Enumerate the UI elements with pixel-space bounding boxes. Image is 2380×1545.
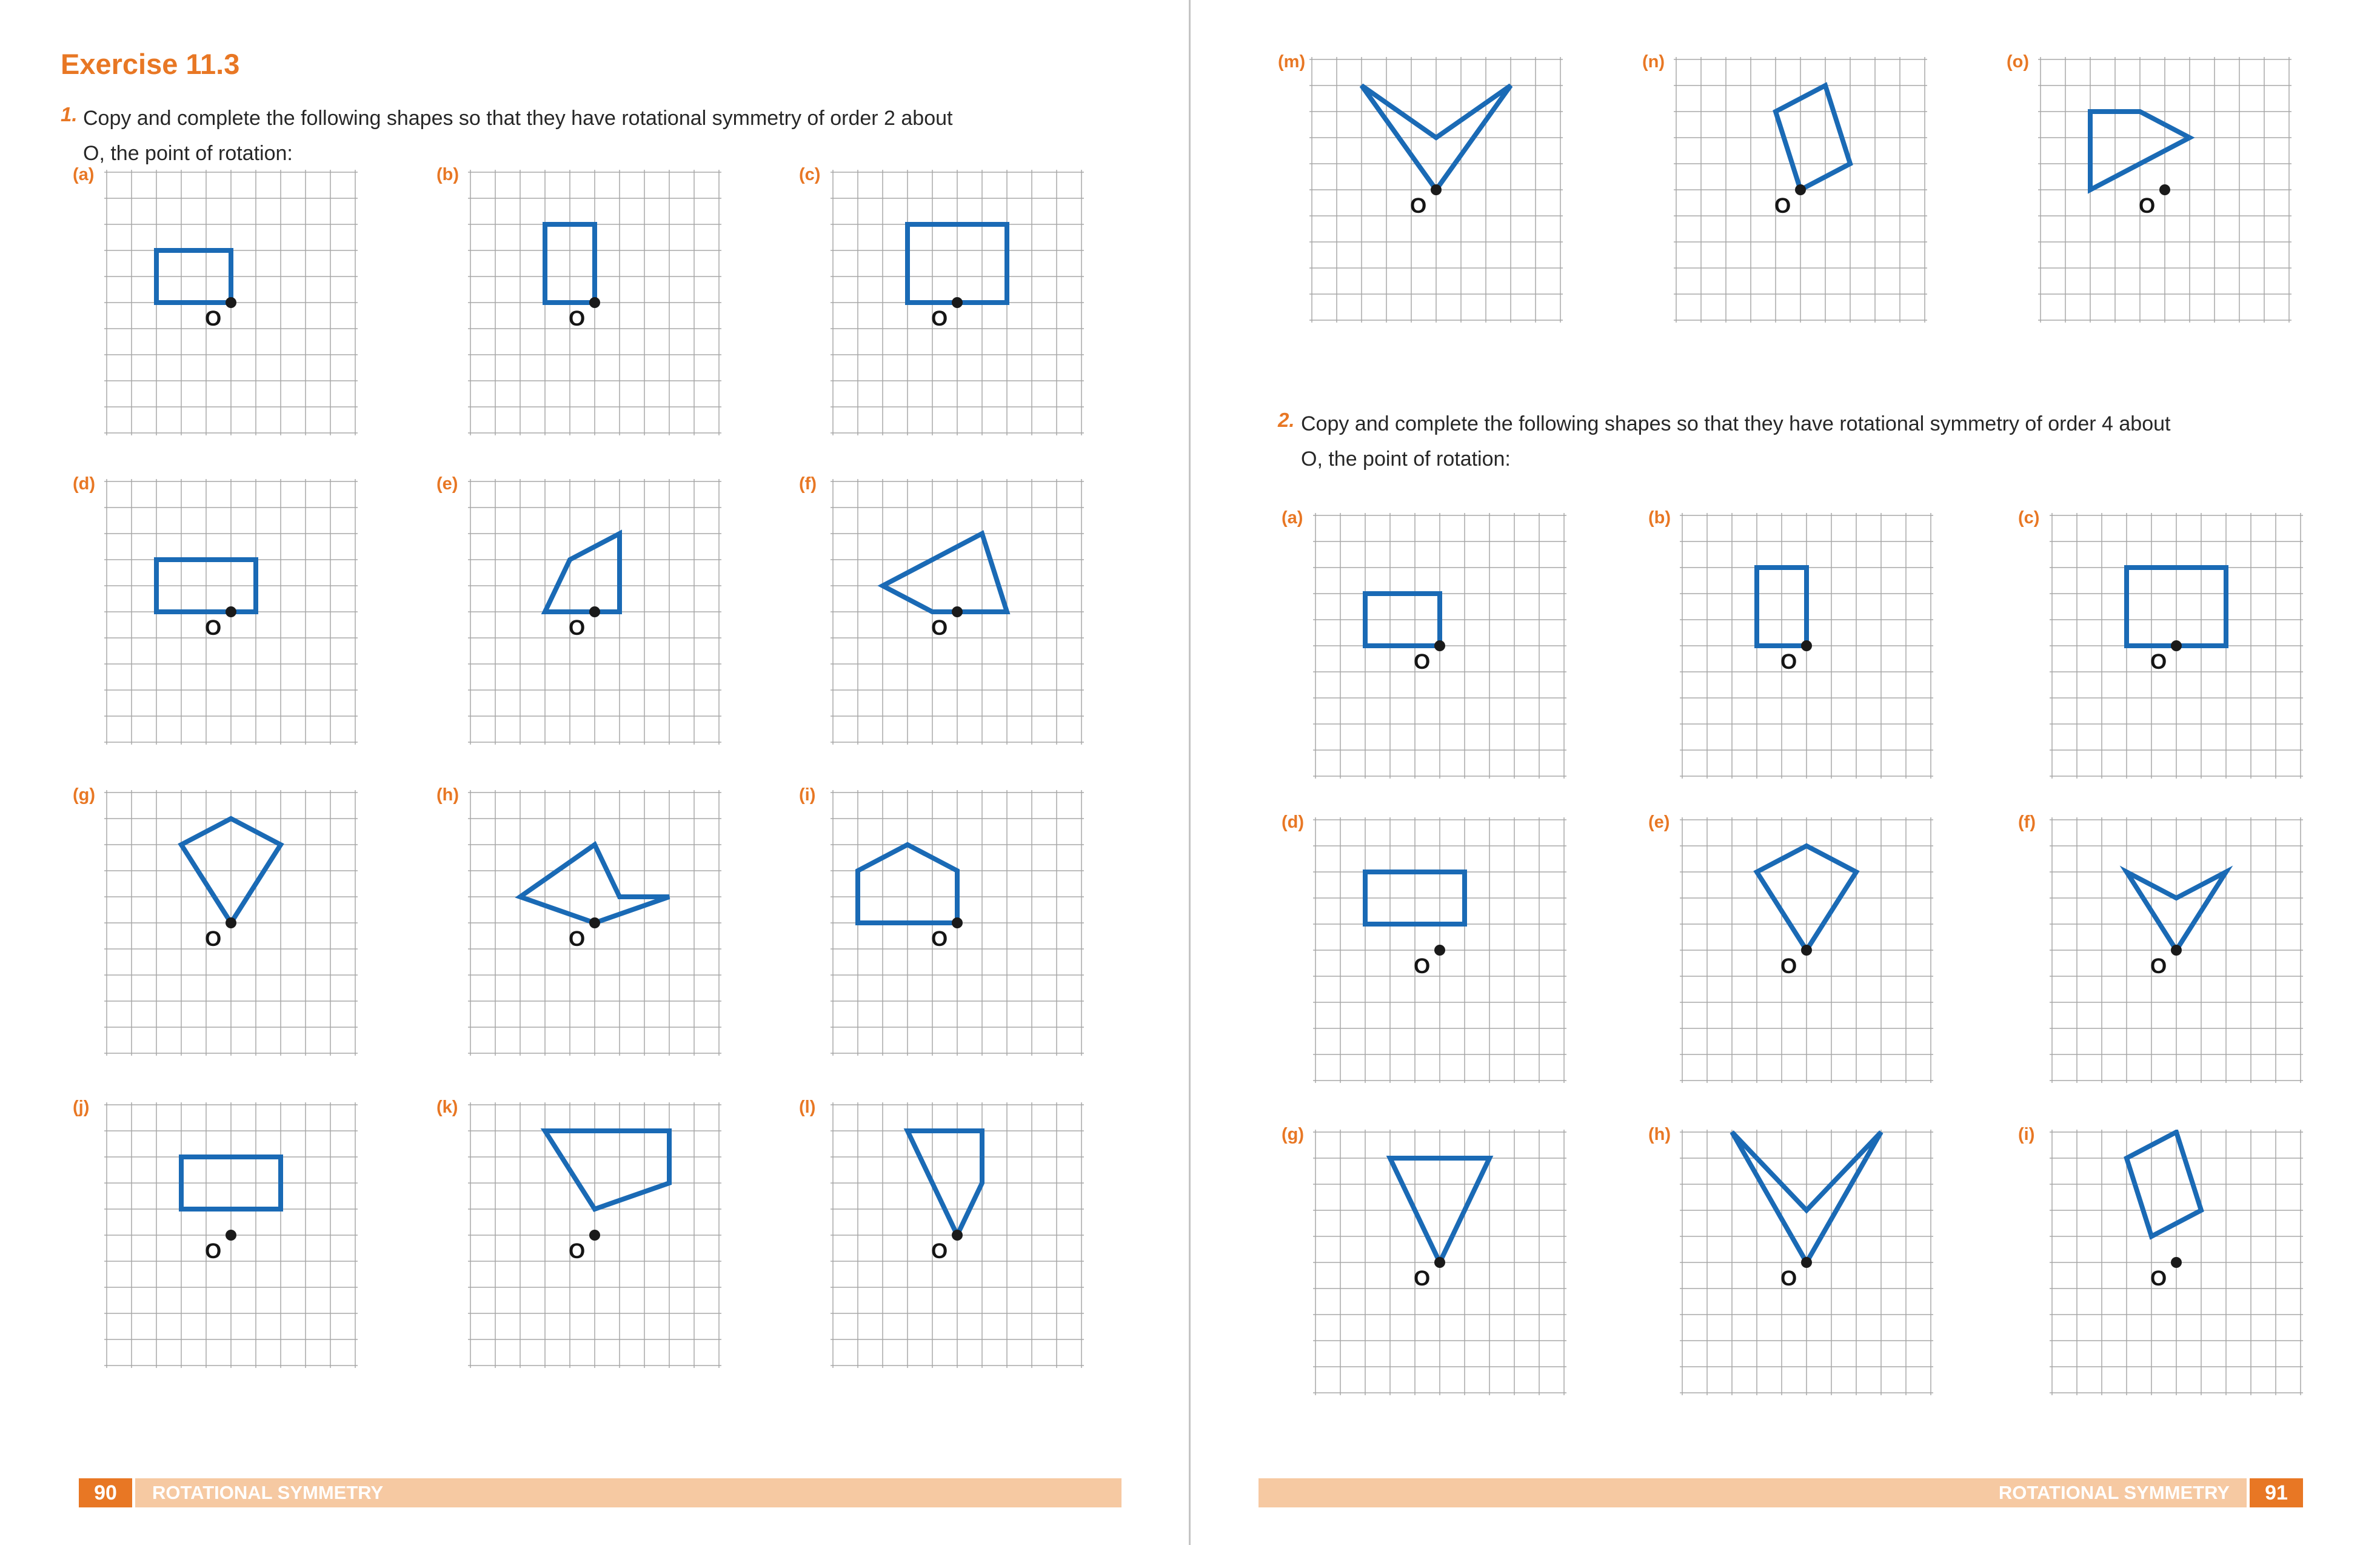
grid-q2-d (1282, 813, 1566, 1083)
grid-q1-a-squared-grid (104, 170, 358, 435)
exercise-title: Exercise 11.3 (61, 48, 240, 80)
grid-q1-m-squared-grid (1309, 57, 1563, 323)
question-1-text (83, 101, 952, 171)
grid-q1-k (436, 1098, 721, 1368)
grid-q2-b-label: (b) (1648, 508, 1671, 528)
grid-q1-h-squared-grid (468, 790, 721, 1056)
grid-q1-n-label: (n) (1642, 52, 1665, 72)
grid-q1-b-rotation-point-label: O (569, 307, 586, 330)
grid-q1-a-label: (a) (73, 165, 95, 184)
grid-q1-l (799, 1098, 1084, 1368)
grid-q2-i-rotation-point-dot (2171, 1257, 2182, 1268)
grid-q1-k-shape-polygon (545, 1131, 669, 1209)
question-1-number: 1. (61, 103, 78, 126)
grid-q2-c (2018, 508, 2303, 779)
grid-q1-o-rotation-point-dot (2159, 184, 2170, 195)
grid-q2-d-rotation-point-dot (1434, 945, 1445, 956)
footer-right (1259, 1478, 2247, 1507)
grid-q2-a (1282, 508, 1566, 779)
grid-q1-o (2007, 52, 2291, 323)
grid-q2-c-squared-grid (2050, 513, 2303, 779)
grid-q2-g-label: (g) (1282, 1125, 1305, 1144)
grid-q2-i-label: (i) (2018, 1125, 2035, 1144)
grid-q2-h-label: (h) (1648, 1125, 1671, 1144)
grid-q1-e-rotation-point-dot (589, 606, 600, 617)
question-2-text (1301, 406, 2170, 477)
question-2-number: 2. (1278, 409, 1295, 431)
grid-q1-c-rotation-point-dot (952, 297, 963, 308)
grid-q1-b-squared-grid (468, 170, 721, 435)
grid-q1-m-rotation-point-label: O (1410, 194, 1427, 218)
grid-q1-l-rotation-point-label: O (931, 1239, 948, 1263)
grid-q1-d (73, 474, 358, 745)
grid-q1-g-rotation-point-dot (226, 917, 236, 928)
grid-q2-e-rotation-point-dot (1801, 945, 1812, 956)
grid-q2-d-label: (d) (1282, 813, 1305, 832)
grid-q2-i (2018, 1125, 2303, 1395)
grid-q1-i-squared-grid (831, 790, 1084, 1056)
grid-q2-f-rotation-point-label: O (2150, 954, 2167, 978)
grid-q1-i-rotation-point-label: O (931, 927, 948, 951)
grid-q2-f-squared-grid (2050, 817, 2303, 1083)
grid-q1-f-label: (f) (799, 474, 817, 494)
grid-q1-n-squared-grid (1674, 57, 1927, 323)
grid-q1-j-squared-grid (104, 1102, 358, 1368)
question-2-line2: O, the point of rotation: (1301, 447, 1511, 471)
grid-q1-f-rotation-point-label: O (931, 616, 948, 640)
grid-q1-h-rotation-point-dot (589, 917, 600, 928)
grid-q1-f-rotation-point-dot (952, 606, 963, 617)
grid-q2-c-rotation-point-label: O (2150, 650, 2167, 674)
grid-q1-f (799, 474, 1084, 745)
grid-q1-g-label: (g) (73, 785, 96, 805)
grid-q2-g-squared-grid (1313, 1130, 1566, 1395)
grid-q1-j-rotation-point-dot (226, 1230, 236, 1241)
grid-q1-j-label: (j) (73, 1098, 90, 1117)
grid-q2-a-rotation-point-label: O (1414, 650, 1431, 674)
grid-q2-g-rotation-point-label: O (1414, 1267, 1431, 1290)
grid-q1-b-rotation-point-dot (589, 297, 600, 308)
grid-q2-g-rotation-point-dot (1434, 1257, 1445, 1268)
footer-right-label: ROTATIONAL SYMMETRY (1998, 1482, 2230, 1503)
grid-q1-l-squared-grid (831, 1102, 1084, 1368)
grid-q2-b-squared-grid (1680, 513, 1933, 779)
grid-q1-i-label: (i) (799, 785, 816, 805)
grid-q2-h-rotation-point-label: O (1780, 1267, 1797, 1290)
grid-q1-o-label: (o) (2007, 52, 2030, 72)
grid-q2-d-rotation-point-label: O (1414, 954, 1431, 978)
grid-q1-i (799, 785, 1084, 1056)
grid-q1-g-rotation-point-label: O (205, 927, 222, 951)
grid-q1-c (799, 165, 1084, 435)
grid-q1-c-rotation-point-label: O (931, 307, 948, 330)
grid-q1-e-rotation-point-label: O (569, 616, 586, 640)
grid-q1-e-shape-polygon (545, 534, 620, 612)
grid-q2-e-rotation-point-label: O (1780, 954, 1797, 978)
grid-q1-l-rotation-point-dot (952, 1230, 963, 1241)
grid-q1-d-rotation-point-label: O (205, 616, 222, 640)
footer-left-label: ROTATIONAL SYMMETRY (152, 1482, 384, 1503)
grid-q2-b-rotation-point-label: O (1780, 650, 1797, 674)
grid-q1-b-label: (b) (436, 165, 460, 184)
grid-q2-h-squared-grid (1680, 1130, 1933, 1395)
grid-q1-f-shape-polygon (883, 534, 1007, 612)
grid-q1-l-label: (l) (799, 1098, 816, 1117)
grid-q1-e (436, 474, 721, 745)
grid-q1-k-rotation-point-dot (589, 1230, 600, 1241)
footer-left (135, 1478, 1121, 1507)
grid-q1-f-squared-grid (831, 479, 1084, 745)
grid-q1-e-label: (e) (436, 474, 458, 494)
grid-q1-d-squared-grid (104, 479, 358, 745)
grid-q1-o-rotation-point-label: O (2139, 194, 2156, 218)
grid-q2-e-label: (e) (1648, 813, 1670, 832)
grid-q2-a-squared-grid (1313, 513, 1566, 779)
grid-q1-d-rotation-point-dot (226, 606, 236, 617)
grid-q2-c-rotation-point-dot (2171, 640, 2182, 651)
grid-q1-a-rotation-point-label: O (205, 307, 222, 330)
grid-q2-f-rotation-point-dot (2171, 945, 2182, 956)
grid-q2-b-rotation-point-dot (1801, 640, 1812, 651)
grid-q2-a-label: (a) (1282, 508, 1303, 528)
grid-q2-i-squared-grid (2050, 1130, 2303, 1395)
grid-q2-f (2018, 813, 2303, 1083)
grid-q1-a (73, 165, 358, 435)
grid-q2-e (1648, 813, 1933, 1083)
grid-q1-b (436, 165, 721, 435)
grid-q1-g (73, 785, 358, 1056)
grid-q1-h-label: (h) (436, 785, 460, 805)
grid-q1-a-rotation-point-dot (226, 297, 236, 308)
grid-q1-e-squared-grid (468, 479, 721, 745)
page-number-right: 91 (2250, 1478, 2303, 1507)
grid-q1-n-rotation-point-dot (1795, 184, 1806, 195)
grid-q1-m (1278, 52, 1563, 323)
grid-q2-c-label: (c) (2018, 508, 2040, 528)
question-1-line2: O, the point of rotation: (83, 142, 293, 165)
page-divider (1189, 0, 1191, 1545)
grid-q1-h-rotation-point-label: O (569, 927, 586, 951)
grid-q1-k-squared-grid (468, 1102, 721, 1368)
grid-q1-m-label: (m) (1278, 52, 1306, 72)
grid-q1-n (1642, 52, 1927, 323)
grid-q1-k-rotation-point-label: O (569, 1239, 586, 1263)
grid-q2-a-rotation-point-dot (1434, 640, 1445, 651)
grid-q1-n-rotation-point-label: O (1774, 194, 1791, 218)
page-number-left: 90 (79, 1478, 132, 1507)
grid-q2-b (1648, 508, 1933, 779)
grid-q2-f-label: (f) (2018, 813, 2036, 832)
grid-q1-o-squared-grid (2038, 57, 2291, 323)
question-2-line1: Copy and complete the following shapes so that they have rotational symmetry of order 4 about (1301, 412, 2171, 435)
grid-q2-h-rotation-point-dot (1801, 1257, 1812, 1268)
grid-q2-h (1648, 1125, 1933, 1395)
grid-q1-m-rotation-point-dot (1431, 184, 1442, 195)
grid-q1-j (73, 1098, 358, 1368)
grid-q1-g-squared-grid (104, 790, 358, 1056)
grid-q1-d-label: (d) (73, 474, 96, 494)
grid-q2-i-rotation-point-label: O (2150, 1267, 2167, 1290)
grid-q1-c-label: (c) (799, 165, 821, 184)
grid-q2-g (1282, 1125, 1566, 1395)
grid-q2-d-squared-grid (1313, 817, 1566, 1083)
grid-q1-h (436, 785, 721, 1056)
grid-q1-i-rotation-point-dot (952, 917, 963, 928)
grid-q1-j-rotation-point-label: O (205, 1239, 222, 1263)
question-1-line1: Copy and complete the following shapes so that they have rotational symmetry of order 2 about (83, 107, 953, 130)
grid-q1-k-label: (k) (436, 1098, 458, 1117)
grid-q2-e-squared-grid (1680, 817, 1933, 1083)
grid-q1-c-squared-grid (831, 170, 1084, 435)
